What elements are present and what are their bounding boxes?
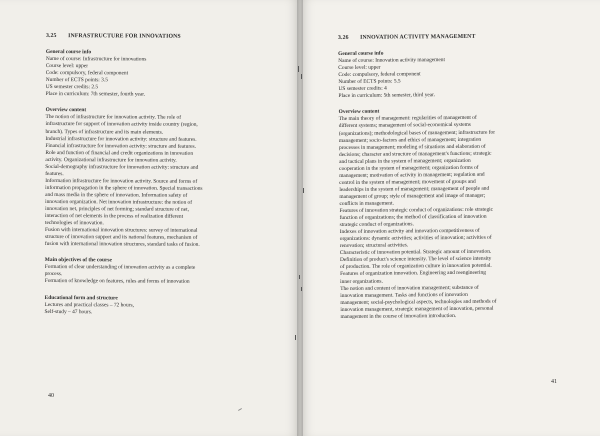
overview-line: Industrial infrastructure for innovation activity: structure and features. bbox=[45, 135, 197, 143]
binding-mark bbox=[298, 66, 299, 72]
general-info-line: Number of ECTS points: 3.5 bbox=[45, 77, 108, 84]
section-number: 3.26 bbox=[338, 34, 349, 41]
right-page-content bbox=[338, 33, 573, 321]
overview-line: innovation net, principles of net forming; standard structure of net, bbox=[45, 206, 189, 213]
objectives-line: process. bbox=[44, 271, 63, 278]
format-line: Lectures and practical classes – 72 hours, bbox=[44, 301, 134, 309]
format-text bbox=[45, 302, 267, 317]
right-page bbox=[300, 0, 600, 436]
overview-text bbox=[339, 114, 574, 320]
overview-heading: Overview content bbox=[338, 109, 380, 116]
overview-line: management; social-psychological aspects, technologies and methods of bbox=[340, 298, 497, 306]
section-title bbox=[46, 33, 268, 41]
general-info-line: Place in curriculum: 5th semester, third year. bbox=[338, 92, 436, 100]
overview-line: Social-demography infrastructure for innovation activity: structure and bbox=[45, 163, 199, 171]
overview-line: Fusion with international innovation structures: survey of international bbox=[44, 227, 198, 234]
overview-line: function of organizations; the method of classification of innovation bbox=[339, 213, 487, 222]
overview-line: Role and function of financial and credit organizations in innovation bbox=[45, 149, 194, 157]
general-info-line: US semester credits: 2.5 bbox=[45, 84, 99, 91]
overview-line: Definition of product's science intensity. The level of science intensity bbox=[339, 256, 492, 264]
overview-line: and tactical plans in the system of management; organization bbox=[339, 157, 471, 165]
page-number: 41 bbox=[551, 379, 557, 385]
overview-line: management in the course of innovation introduction. bbox=[340, 312, 457, 320]
overview-line: infrastructure for support of innovation activity inside country (region, bbox=[45, 121, 198, 129]
overview-line: decisions; character and structure of management's functions; strategic bbox=[339, 150, 492, 158]
objectives-heading: Main objectives of the course bbox=[44, 257, 112, 264]
general-info-list bbox=[338, 56, 571, 100]
general-info-line: Name of course: Innovation activity management bbox=[338, 57, 445, 65]
objectives-line: Formation of knowledge on features, rules and forms of innovation bbox=[44, 278, 190, 286]
general-info-line: Code: compulsory, federal component bbox=[45, 70, 129, 77]
overview-line: control in the system of management; movement of groups and bbox=[339, 178, 476, 186]
overview-line: innovation management. Tasks and functions of innovation bbox=[340, 291, 468, 299]
page-number: 40 bbox=[48, 393, 54, 399]
overview-line: management of group; style of management and image of manager; bbox=[339, 192, 486, 200]
overview-line: information propagation in the sphere of innovation. Special transactions bbox=[45, 184, 203, 192]
general-info-heading: General course info bbox=[338, 50, 384, 58]
overview-line: management; motivation of activity in management; regulation and bbox=[339, 171, 485, 179]
overview-line: innovation management, strategic management of innovation, personal bbox=[340, 305, 494, 313]
overview-line: innovation organization. Net innovation infrastructure: the notion of bbox=[45, 198, 193, 206]
section-title-text: INFRASTRUCTURE FOR INNOVATIONS bbox=[68, 33, 181, 40]
overview-line: Indexes of innovation activity and innovation competitiveness of bbox=[339, 227, 480, 236]
binding-mark bbox=[301, 74, 302, 79]
overview-line: (organizations); methodological bases of management; infrastructure for bbox=[338, 129, 496, 137]
overview-line: cooperation in the system of management; organization forms of bbox=[339, 164, 479, 172]
binding-mark bbox=[299, 275, 300, 279]
left-page-content bbox=[45, 33, 268, 317]
general-info-line: Course level: upper bbox=[338, 64, 381, 72]
binding-mark bbox=[301, 287, 302, 291]
overview-line: features. bbox=[45, 170, 64, 177]
overview-line: branch). Types of infrastructure and its main elements. bbox=[45, 128, 164, 136]
overview-line: The main theory of management: regularities of management of bbox=[338, 115, 477, 123]
overview-line: and mass media in the sphere of innovation. Information safety of bbox=[45, 191, 188, 199]
overview-line: Financial infrastructure for innovation activity: structure and features. bbox=[45, 142, 197, 150]
overview-line: of production. The role of organization culture in innovation potential. bbox=[340, 263, 492, 271]
overview-heading: Overview content bbox=[45, 107, 87, 114]
overview-line: different systems; management of social-economical systems bbox=[338, 122, 471, 130]
overview-line: interaction of net elements in the process of realization different bbox=[45, 213, 184, 220]
overview-text bbox=[45, 114, 268, 249]
general-info-line: Code: compulsory, federal component bbox=[338, 71, 421, 79]
overview-line: conflicts in management. bbox=[339, 200, 394, 207]
binding-mark bbox=[303, 188, 304, 193]
format-heading: Educational form and structure bbox=[44, 294, 118, 301]
overview-line: management; socio-factors and ethics of management; integration bbox=[338, 136, 482, 144]
overview-line: The notion of infrastructure for innovation activity. The role of bbox=[45, 114, 182, 122]
overview-line: renovation; structural activities. bbox=[339, 242, 409, 250]
overview-line: Characteristic of innovation potential. Strategic amount of innovation. bbox=[339, 248, 492, 257]
general-info-list bbox=[46, 56, 268, 99]
general-info-heading: General course info bbox=[45, 49, 92, 56]
objectives-text bbox=[45, 264, 267, 286]
general-info-line: Place in curriculum: 7th semester, fourth year. bbox=[45, 91, 146, 98]
overview-line: Features of innovation strategic conduct of organizations: role strategic bbox=[339, 206, 494, 215]
section-title bbox=[338, 33, 571, 42]
overview-line: structure of innovation support and its national features, mechanism of bbox=[44, 234, 198, 242]
overview-line: fusion with international innovation structures, standard tasks of fusion. bbox=[44, 241, 200, 249]
overview-line: The notion and content of innovation management; substance of bbox=[340, 284, 479, 292]
format-line: Self-study – 47 hours. bbox=[44, 308, 93, 315]
general-info-line: Course level: upper bbox=[45, 63, 89, 70]
binding-mark bbox=[295, 335, 296, 340]
overview-line: technologies of innovation. bbox=[44, 220, 104, 227]
overview-line: organizations: dynamic activities; activities of innovation; activities of bbox=[339, 234, 492, 243]
overview-line: inner organizations. bbox=[340, 278, 383, 285]
overview-line: strategic conduct of organizations. bbox=[339, 221, 414, 229]
overview-line: processes in management; modeling of situations and elaboration of bbox=[338, 143, 486, 151]
objectives-line: Formation of clear understanding of innovation activity as a complete bbox=[44, 264, 196, 272]
general-info-line: US semester credits: 4 bbox=[338, 85, 387, 93]
overview-line: Information infrastructure for innovation activity. Source and forms of bbox=[45, 177, 198, 185]
section-title-text: INNOVATION ACTIVITY MANAGEMENT bbox=[360, 33, 476, 41]
overview-line: activity. Organizational infrastructure for innovation activity. bbox=[45, 156, 177, 164]
section-number: 3.25 bbox=[45, 33, 57, 40]
general-info-line: Name of course: Infrastructure for innovations bbox=[45, 56, 147, 63]
overview-line: leaderships in the system of management; management of people and bbox=[339, 185, 490, 193]
overview-line: Features of organization innovation. Engineering and reengineering bbox=[340, 270, 486, 278]
general-info-line: Number of ECTS points: 5.5 bbox=[338, 78, 401, 86]
